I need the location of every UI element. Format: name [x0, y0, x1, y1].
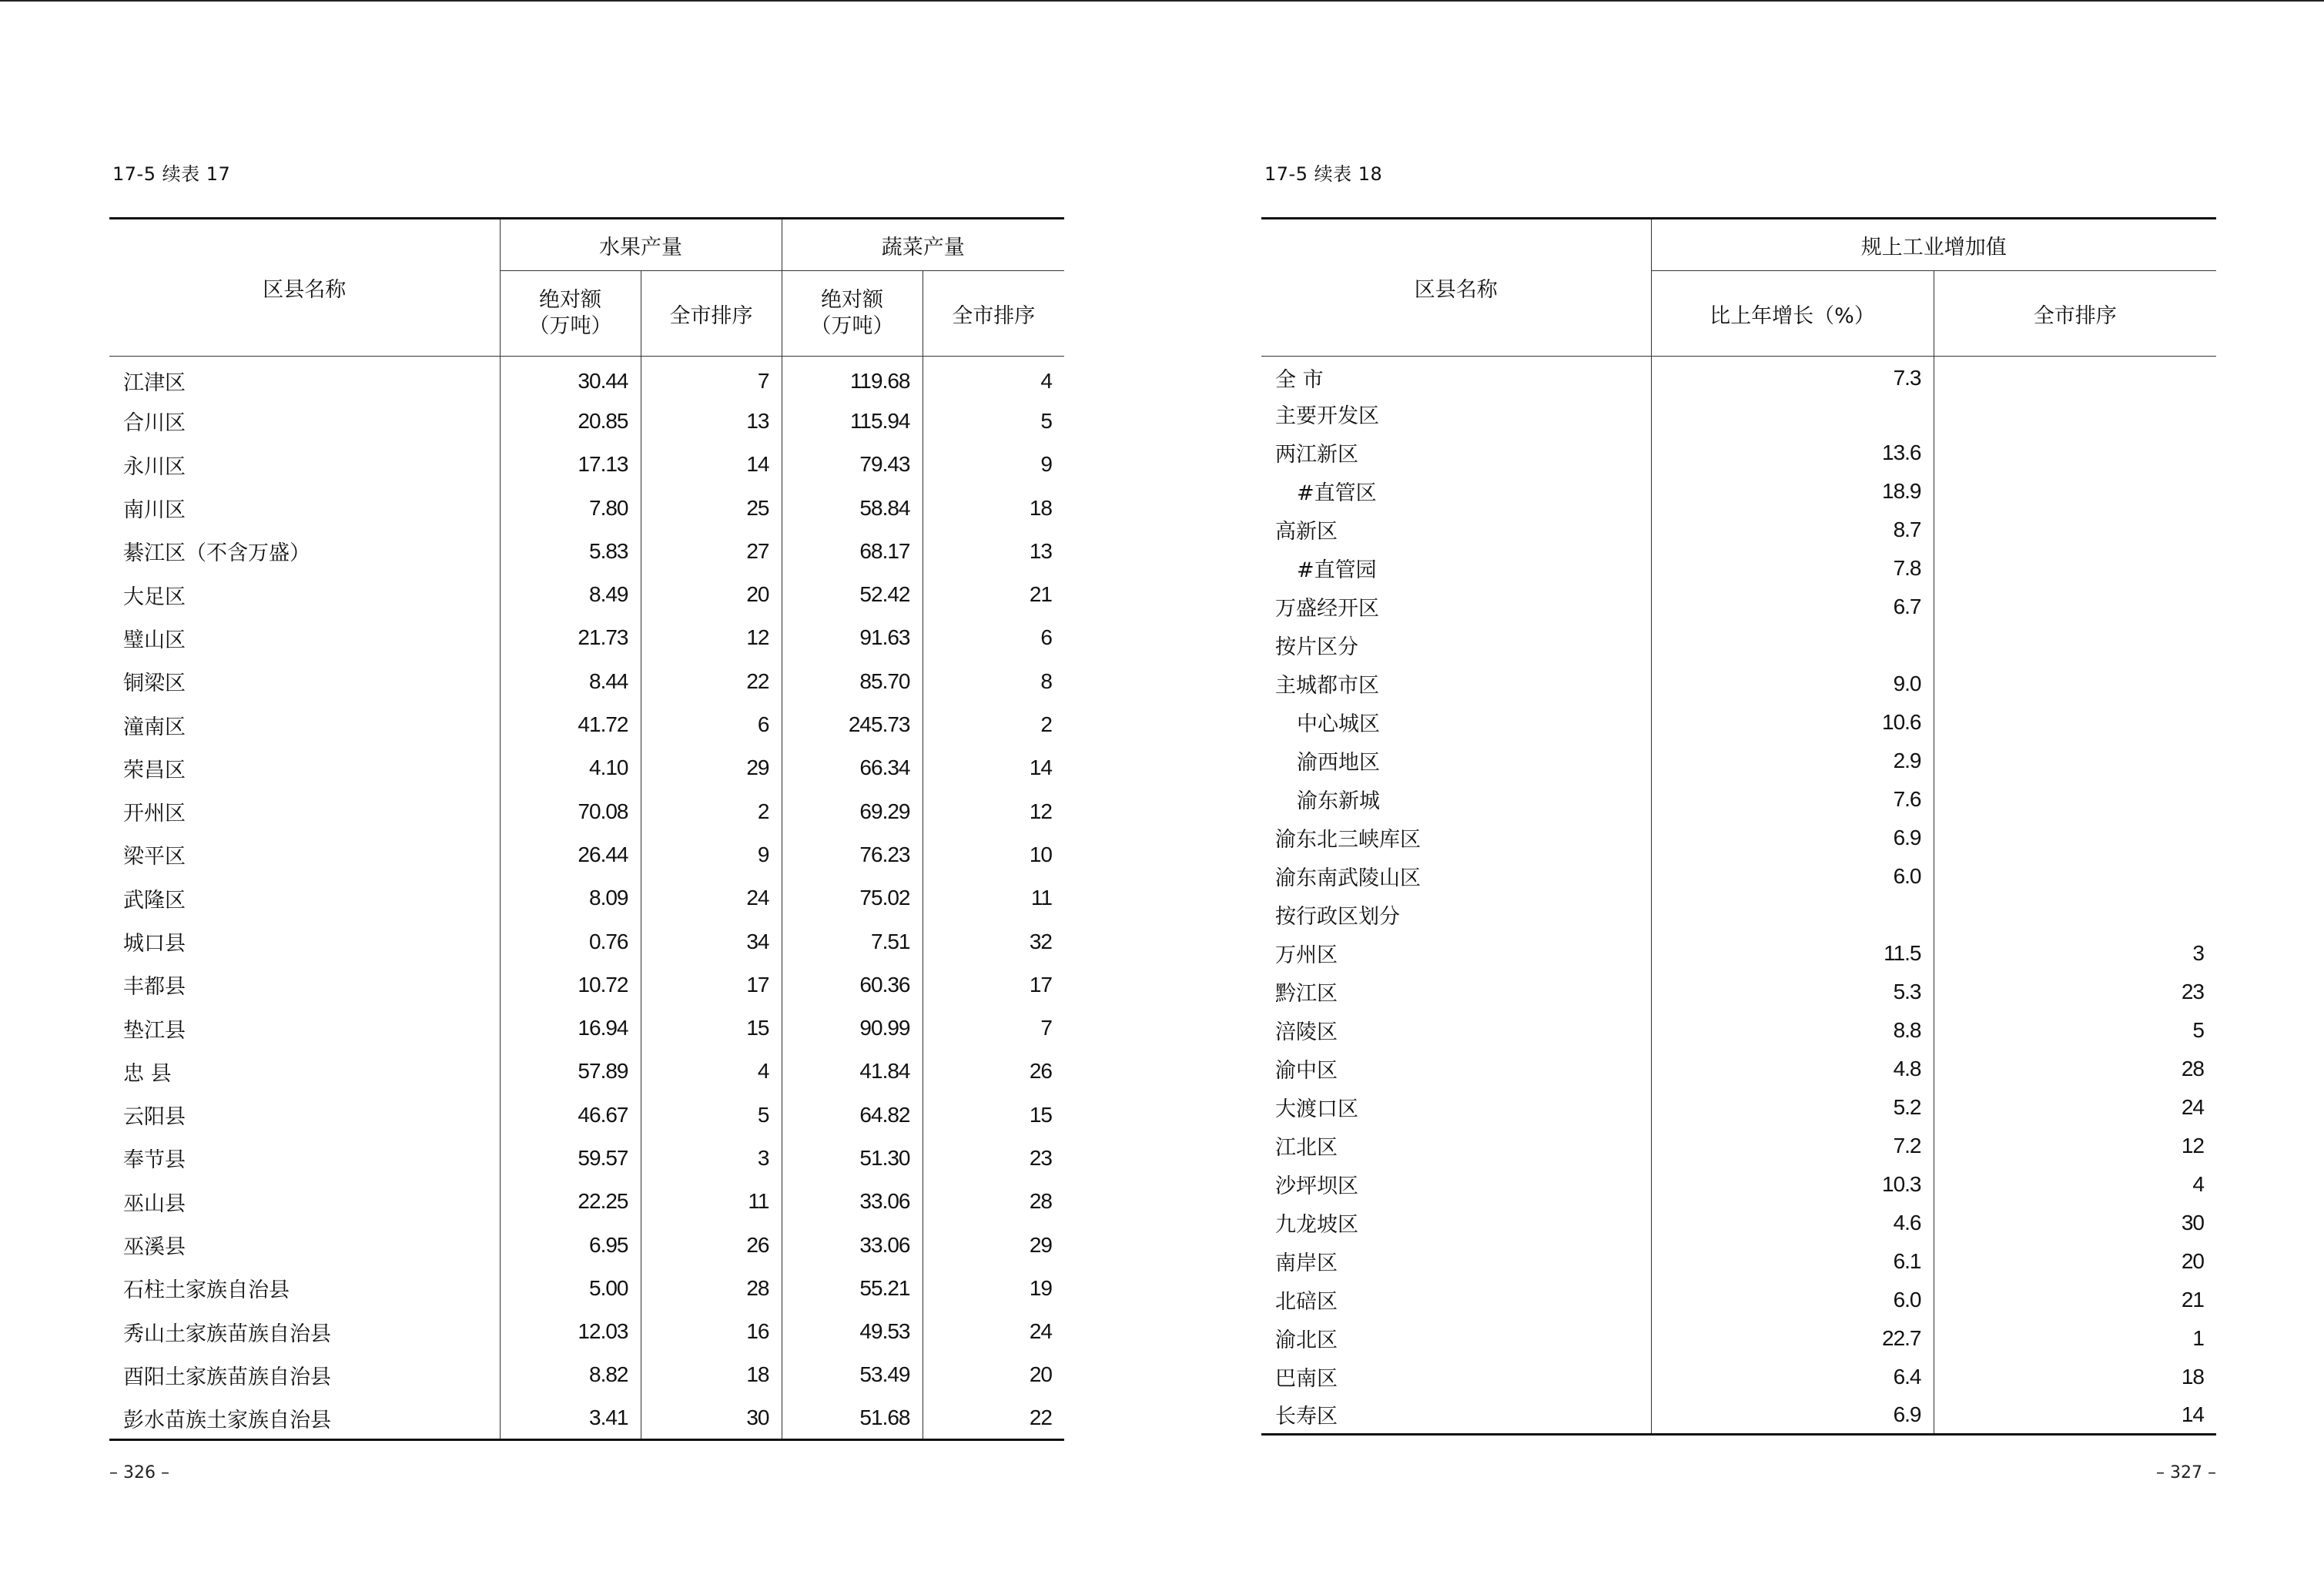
table-row: [109, 357, 1064, 400]
table-row: [1261, 1242, 2216, 1281]
district-name: 两江新区: [1275, 443, 1358, 467]
table-row: [1261, 934, 2216, 973]
district-name: 璧山区: [123, 628, 186, 652]
table-row: [1261, 472, 2216, 511]
growth-rate-value: 6.0: [1651, 857, 1934, 896]
vegetable-output-value: 64.82: [782, 1094, 923, 1137]
vegetable-rank-value: 14: [923, 746, 1064, 789]
header-fruit-rank: 全市排序: [641, 271, 782, 357]
district-name: 长寿区: [1261, 1396, 1651, 1435]
growth-rate-value: 6.0: [1651, 1281, 1934, 1319]
city-rank-value: [1934, 626, 2216, 665]
table-title-right: 17-5 续表 18: [1264, 163, 1383, 185]
district-name: 沙坪坝区: [1275, 1174, 1358, 1198]
growth-rate-value: 4.8: [1651, 1050, 1934, 1088]
vegetable-rank-value: 4: [923, 357, 1064, 400]
district-name: 巫溪县: [123, 1235, 186, 1260]
growth-rate-value: 5.3: [1651, 973, 1934, 1011]
header-industrial-value-added: 规上工业增加值: [1651, 219, 2216, 271]
table-row: [1261, 626, 2216, 665]
fruit-rank-value: 2: [641, 789, 782, 833]
city-rank-value: [1934, 896, 2216, 934]
table-row: [1261, 665, 2216, 703]
district-name: 丰都县: [123, 975, 186, 1000]
city-rank-value: 30: [1934, 1204, 2216, 1242]
district-name: 潼南区: [123, 715, 186, 739]
header-vegetable-rank: 全市排序: [923, 271, 1064, 357]
fruit-rank-value: 12: [641, 616, 782, 659]
vegetable-output-value: 66.34: [782, 746, 923, 789]
fruit-output-value: 3.41: [500, 1397, 641, 1440]
table-row: [109, 746, 1064, 789]
city-rank-value: 24: [1934, 1088, 2216, 1127]
vegetable-rank-value: 21: [923, 573, 1064, 616]
district-name: 大渡口区: [1275, 1097, 1358, 1121]
district-name: 渝西地区: [1297, 751, 1380, 775]
table-row: [109, 789, 1064, 833]
growth-rate-value: 6.9: [1651, 1396, 1934, 1435]
district-name: 巫山县: [123, 1191, 186, 1216]
vegetable-output-value: 90.99: [782, 1007, 923, 1050]
vegetable-output-value: 69.29: [782, 789, 923, 833]
district-name: 渝东新城: [1297, 789, 1380, 813]
fruit-vegetable-table: [109, 217, 1064, 1441]
vegetable-output-value: 53.49: [782, 1353, 923, 1396]
city-rank-value: [1934, 703, 2216, 742]
fruit-output-value: 57.89: [500, 1050, 641, 1093]
fruit-output-value: 7.80: [500, 486, 641, 529]
page-number-right: – 327 –: [2156, 1463, 2216, 1482]
table-row: [109, 1180, 1064, 1223]
vegetable-output-value: 41.84: [782, 1050, 923, 1093]
fruit-rank-value: 25: [641, 486, 782, 529]
fruit-output-value: 30.44: [500, 357, 641, 400]
fruit-rank-value: 26: [641, 1223, 782, 1266]
vegetable-rank-value: 8: [923, 660, 1064, 703]
vegetable-rank-value: 28: [923, 1180, 1064, 1223]
growth-rate-value: 7.8: [1651, 549, 1934, 588]
fruit-output-value: 8.44: [500, 660, 641, 703]
table-title-left: 17-5 续表 17: [112, 163, 231, 185]
fruit-rank-value: 28: [641, 1267, 782, 1310]
table-row: [1261, 1165, 2216, 1204]
fruit-output-value: 22.25: [500, 1180, 641, 1223]
district-name: 石柱土家族自治县: [123, 1278, 290, 1303]
vegetable-rank-value: 13: [923, 530, 1064, 573]
fruit-rank-value: 24: [641, 876, 782, 920]
vegetable-rank-value: 24: [923, 1310, 1064, 1353]
fruit-output-value: 10.72: [500, 963, 641, 1007]
table-row: [109, 530, 1064, 573]
city-rank-value: 20: [1934, 1242, 2216, 1281]
growth-rate-value: 6.7: [1651, 588, 1934, 626]
table-row: [109, 963, 1064, 1007]
district-name: 主城都市区: [1275, 674, 1379, 698]
district-name: 南岸区: [1275, 1251, 1338, 1275]
growth-rate-value: [1651, 896, 1934, 934]
growth-rate-value: 9.0: [1651, 665, 1934, 703]
vegetable-output-value: 115.94: [782, 400, 923, 443]
fruit-rank-value: 4: [641, 1050, 782, 1093]
district-name: 荣昌区: [123, 758, 186, 782]
vegetable-rank-value: 10: [923, 833, 1064, 876]
vegetable-output-value: 33.06: [782, 1180, 923, 1223]
table-row: [109, 1137, 1064, 1180]
district-name: 秀山土家族苗族自治县: [123, 1322, 331, 1346]
vegetable-rank-value: 29: [923, 1223, 1064, 1266]
table-row: [109, 1310, 1064, 1353]
table-row: [1261, 819, 2216, 857]
fruit-rank-value: 5: [641, 1094, 782, 1137]
fruit-output-value: 6.95: [500, 1223, 641, 1266]
district-name: 江津区: [123, 371, 186, 396]
table-row: [1261, 357, 2216, 395]
district-name: 渝东北三峡库区: [1275, 828, 1421, 852]
table-row: [1261, 742, 2216, 780]
vegetable-rank-value: 2: [923, 703, 1064, 746]
fruit-output-value: 59.57: [500, 1137, 641, 1180]
vegetable-rank-value: 5: [923, 400, 1064, 443]
fruit-output-value: 8.82: [500, 1353, 641, 1396]
fruit-output-value: 4.10: [500, 746, 641, 789]
district-name: 开州区: [123, 802, 186, 826]
table-row: [1261, 1011, 2216, 1050]
district-name: 巴南区: [1275, 1367, 1338, 1391]
table-row: [1261, 703, 2216, 742]
vegetable-output-value: 7.51: [782, 920, 923, 963]
fruit-rank-value: 9: [641, 833, 782, 876]
district-name: 渝中区: [1275, 1059, 1338, 1083]
fruit-rank-value: 15: [641, 1007, 782, 1050]
district-name: 云阳县: [123, 1105, 186, 1130]
vegetable-output-value: 60.36: [782, 963, 923, 1007]
fruit-rank-value: 27: [641, 530, 782, 573]
vegetable-rank-value: 18: [923, 486, 1064, 529]
header-fruit-absolute: 绝对额 （万吨）: [500, 271, 641, 357]
table-row: [1261, 1396, 2216, 1435]
city-rank-value: [1934, 819, 2216, 857]
vegetable-rank-value: 23: [923, 1137, 1064, 1180]
district-name: #直管园: [1297, 558, 1377, 582]
table-row: [109, 443, 1064, 486]
city-rank-value: [1934, 549, 2216, 588]
fruit-output-value: 0.76: [500, 920, 641, 963]
district-name: 按行政区划分: [1275, 905, 1400, 929]
district-name: 永川区: [123, 454, 186, 479]
district-name: 江北区: [1275, 1136, 1338, 1160]
district-name: #直管区: [1297, 481, 1377, 505]
table-row: [109, 833, 1064, 876]
header-vegetable-output: 蔬菜产量: [782, 219, 1064, 271]
fruit-output-value: 70.08: [500, 789, 641, 833]
growth-rate-value: 13.6: [1651, 434, 1934, 472]
district-name: 大足区: [123, 585, 186, 609]
table-row: [1261, 588, 2216, 626]
district-name: 奉节县: [123, 1148, 186, 1173]
table-row: [1261, 857, 2216, 896]
growth-rate-value: 2.9: [1651, 742, 1934, 780]
fruit-rank-value: 22: [641, 660, 782, 703]
district-name: 城口县: [123, 932, 186, 956]
district-name: 按片区分: [1275, 635, 1358, 659]
table-row: [1261, 549, 2216, 588]
table-row: [1261, 1050, 2216, 1088]
fruit-rank-value: 30: [641, 1397, 782, 1440]
city-rank-value: 23: [1934, 973, 2216, 1011]
header-fruit-output: 水果产量: [500, 219, 782, 271]
table-row: [109, 1397, 1064, 1440]
city-rank-value: 12: [1934, 1127, 2216, 1165]
growth-rate-value: 4.6: [1651, 1204, 1934, 1242]
page-number-left: – 326 –: [109, 1463, 169, 1482]
district-name: 万盛经开区: [1275, 597, 1379, 621]
table-row: [109, 1050, 1064, 1093]
fruit-output-value: 46.67: [500, 1094, 641, 1137]
growth-rate-value: 10.3: [1651, 1165, 1934, 1204]
table-row: [1261, 1127, 2216, 1165]
table-row: [1261, 780, 2216, 819]
vegetable-output-value: 58.84: [782, 486, 923, 529]
vegetable-output-value: 79.43: [782, 443, 923, 486]
district-name: 南川区: [123, 498, 186, 523]
city-rank-value: 3: [1934, 934, 2216, 973]
fruit-rank-value: 17: [641, 963, 782, 1007]
vegetable-rank-value: 17: [923, 963, 1064, 1007]
fruit-rank-value: 7: [641, 357, 782, 400]
vegetable-rank-value: 9: [923, 443, 1064, 486]
growth-rate-value: 10.6: [1651, 703, 1934, 742]
growth-rate-value: 18.9: [1651, 472, 1934, 511]
table-row: [109, 1094, 1064, 1137]
vegetable-rank-value: 19: [923, 1267, 1064, 1310]
fruit-output-value: 5.00: [500, 1267, 641, 1310]
district-name: 黔江区: [1275, 982, 1338, 1006]
city-rank-value: [1934, 665, 2216, 703]
district-name: 北碚区: [1275, 1290, 1338, 1314]
city-rank-value: [1934, 588, 2216, 626]
table-row: [1261, 1358, 2216, 1396]
district-name: 高新区: [1275, 520, 1338, 544]
district-name: 涪陵区: [1275, 1020, 1338, 1044]
fruit-rank-value: 29: [641, 746, 782, 789]
vegetable-rank-value: 22: [923, 1397, 1064, 1440]
district-name: 全 市: [1275, 368, 1324, 393]
district-name: 渝东南武陵山区: [1275, 866, 1421, 890]
growth-rate-value: [1651, 626, 1934, 665]
vegetable-output-value: 51.30: [782, 1137, 923, 1180]
city-rank-value: 28: [1934, 1050, 2216, 1088]
vegetable-rank-value: 15: [923, 1094, 1064, 1137]
fruit-rank-value: 3: [641, 1137, 782, 1180]
fruit-output-value: 20.85: [500, 400, 641, 443]
growth-rate-value: [1651, 395, 1934, 434]
city-rank-value: [1934, 511, 2216, 549]
growth-rate-value: 8.7: [1651, 511, 1934, 549]
table-row: [1261, 1319, 2216, 1358]
growth-rate-value: 7.3: [1651, 357, 1934, 395]
city-rank-value: 4: [1934, 1165, 2216, 1204]
vegetable-output-value: 75.02: [782, 876, 923, 920]
city-rank-value: [1934, 742, 2216, 780]
fruit-output-value: 8.09: [500, 876, 641, 920]
city-rank-value: 18: [1934, 1358, 2216, 1396]
district-name: 垫江县: [123, 1018, 186, 1043]
district-name: 武隆区: [123, 888, 186, 913]
vegetable-rank-value: 26: [923, 1050, 1064, 1093]
table-row: [1261, 511, 2216, 549]
vegetable-rank-value: 12: [923, 789, 1064, 833]
vegetable-output-value: 55.21: [782, 1267, 923, 1310]
vegetable-output-value: 245.73: [782, 703, 923, 746]
fruit-output-value: 21.73: [500, 616, 641, 659]
vegetable-output-value: 51.68: [782, 1397, 923, 1440]
industrial-value-added-table: [1261, 217, 2216, 1436]
growth-rate-value: 6.9: [1651, 819, 1934, 857]
table-row: [109, 1267, 1064, 1310]
vegetable-rank-value: 7: [923, 1007, 1064, 1050]
growth-rate-value: 5.2: [1651, 1088, 1934, 1127]
district-name: 合川区: [123, 411, 186, 436]
table-row: [109, 1007, 1064, 1050]
header-district-name: 区县名称: [109, 219, 500, 357]
vegetable-rank-value: 6: [923, 616, 1064, 659]
fruit-rank-value: 13: [641, 400, 782, 443]
city-rank-value: [1934, 857, 2216, 896]
city-rank-value: 21: [1934, 1281, 2216, 1319]
district-name: 中心城区: [1297, 712, 1380, 736]
fruit-output-value: 12.03: [500, 1310, 641, 1353]
city-rank-value: [1934, 357, 2216, 395]
city-rank-value: [1934, 434, 2216, 472]
fruit-rank-value: 20: [641, 573, 782, 616]
city-rank-value: [1934, 472, 2216, 511]
vegetable-output-value: 85.70: [782, 660, 923, 703]
vegetable-output-value: 76.23: [782, 833, 923, 876]
district-name: 铜梁区: [123, 672, 186, 696]
vegetable-output-value: 91.63: [782, 616, 923, 659]
district-name: 渝北区: [1275, 1328, 1338, 1352]
table-row: [109, 400, 1064, 443]
fruit-output-value: 5.83: [500, 530, 641, 573]
top-border-rule: [0, 0, 2324, 2]
city-rank-value: 5: [1934, 1011, 2216, 1050]
city-rank-value: 1: [1934, 1319, 2216, 1358]
city-rank-value: [1934, 780, 2216, 819]
table-row: [109, 1223, 1064, 1266]
district-name: 綦江区（不含万盛）: [123, 541, 310, 566]
fruit-rank-value: 6: [641, 703, 782, 746]
fruit-output-value: 17.13: [500, 443, 641, 486]
city-rank-value: [1934, 395, 2216, 434]
table-row: [109, 920, 1064, 963]
district-name: 九龙坡区: [1275, 1213, 1358, 1237]
vegetable-output-value: 119.68: [782, 357, 923, 400]
vegetable-output-value: 49.53: [782, 1310, 923, 1353]
header-growth-rate: 比上年增长（%）: [1651, 271, 1934, 357]
table-row: [1261, 434, 2216, 472]
table-row: [109, 660, 1064, 703]
header-city-rank: 全市排序: [1934, 271, 2216, 357]
table-row: [1261, 896, 2216, 934]
table-row: [109, 616, 1064, 659]
vegetable-output-value: 52.42: [782, 573, 923, 616]
district-name: 彭水苗族土家族自治县: [109, 1397, 500, 1440]
growth-rate-value: 7.2: [1651, 1127, 1934, 1165]
district-name: 主要开发区: [1275, 404, 1379, 428]
table-row: [1261, 1204, 2216, 1242]
fruit-rank-value: 18: [641, 1353, 782, 1396]
fruit-rank-value: 34: [641, 920, 782, 963]
vegetable-rank-value: 20: [923, 1353, 1064, 1396]
vegetable-rank-value: 11: [923, 876, 1064, 920]
table-row: [1261, 395, 2216, 434]
fruit-rank-value: 11: [641, 1180, 782, 1223]
vegetable-rank-value: 32: [923, 920, 1064, 963]
district-name: 酉阳土家族苗族自治县: [123, 1365, 331, 1389]
growth-rate-value: 11.5: [1651, 934, 1934, 973]
table-row: [109, 573, 1064, 616]
district-name: 忠 县: [123, 1061, 172, 1086]
table-row: [109, 1353, 1064, 1396]
fruit-output-value: 16.94: [500, 1007, 641, 1050]
fruit-output-value: 41.72: [500, 703, 641, 746]
growth-rate-value: 8.8: [1651, 1011, 1934, 1050]
fruit-output-value: 8.49: [500, 573, 641, 616]
fruit-rank-value: 14: [641, 443, 782, 486]
header-vegetable-absolute: 绝对额 （万吨）: [782, 271, 923, 357]
growth-rate-value: 7.6: [1651, 780, 1934, 819]
table-row: [109, 486, 1064, 529]
growth-rate-value: 22.7: [1651, 1319, 1934, 1358]
district-name: 梁平区: [123, 845, 186, 869]
city-rank-value: 14: [1934, 1396, 2216, 1435]
district-name: 万州区: [1275, 943, 1338, 967]
vegetable-output-value: 68.17: [782, 530, 923, 573]
table-row: [1261, 973, 2216, 1011]
table-row: [1261, 1281, 2216, 1319]
table-row: [109, 876, 1064, 920]
table-row: [1261, 1088, 2216, 1127]
growth-rate-value: 6.4: [1651, 1358, 1934, 1396]
vegetable-output-value: 33.06: [782, 1223, 923, 1266]
table-row: [109, 703, 1064, 746]
fruit-output-value: 26.44: [500, 833, 641, 876]
growth-rate-value: 6.1: [1651, 1242, 1934, 1281]
fruit-rank-value: 16: [641, 1310, 782, 1353]
header-district-name: 区县名称: [1261, 219, 1651, 357]
